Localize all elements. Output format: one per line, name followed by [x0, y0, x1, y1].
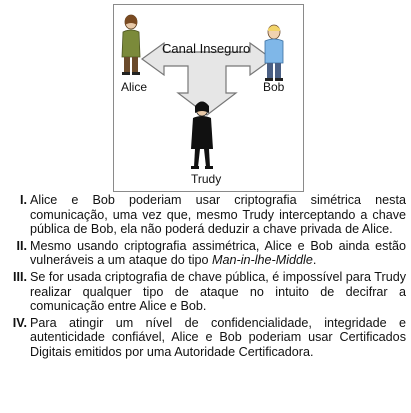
- statement-text: Se for usada criptografia de chave pública, é impossível para Trudy realizar qualquer tipo de ataque no intuito de decifrar a comunicação entre Alice e Bob.: [30, 269, 406, 314]
- channel-label: Canal Inseguro: [162, 41, 251, 56]
- statements-list: [0, 193, 406, 362]
- statement-number: II.: [16, 238, 27, 253]
- statement-text: Para atingir um nível de confidencialidade, integridade e autenticidade confiável, Alice e Bob poderiam usar Certificados Digitais emitidos por uma Autoridade Certificadora.: [30, 315, 406, 359]
- alice-label: Alice: [121, 80, 148, 94]
- statement-number: I.: [20, 193, 27, 207]
- statement-iv: [0, 316, 406, 360]
- insecure-channel-figure: [113, 4, 304, 192]
- statement-text-end: .: [312, 253, 317, 268]
- attack-name: Man-in-lhe-Middle: [212, 253, 313, 268]
- figure-drawing: [114, 5, 303, 191]
- statement-i: [0, 193, 406, 237]
- statement-text: Alice e Bob poderiam usar criptografia simétrica nesta comunicação, uma vez que, mesmo Trudy interceptando a chave pública de Bob, ela não poderá deduzir a chave privada de Alice.: [30, 193, 406, 237]
- statement-number: IV.: [12, 315, 27, 330]
- statement-text: [30, 239, 406, 268]
- statement-iii: [0, 270, 406, 314]
- trudy-label: Trudy: [191, 172, 222, 186]
- statement-text-part: Mesmo usando criptografia assimétrica, Alice e Bob ainda estão vulneráveis a um ataque do tipo: [30, 238, 406, 268]
- bob-person-icon: [265, 25, 283, 81]
- bob-label: Bob: [263, 80, 285, 94]
- statement-number: III.: [13, 269, 27, 284]
- statement-ii: [0, 239, 406, 268]
- alice-person-icon: [122, 15, 140, 75]
